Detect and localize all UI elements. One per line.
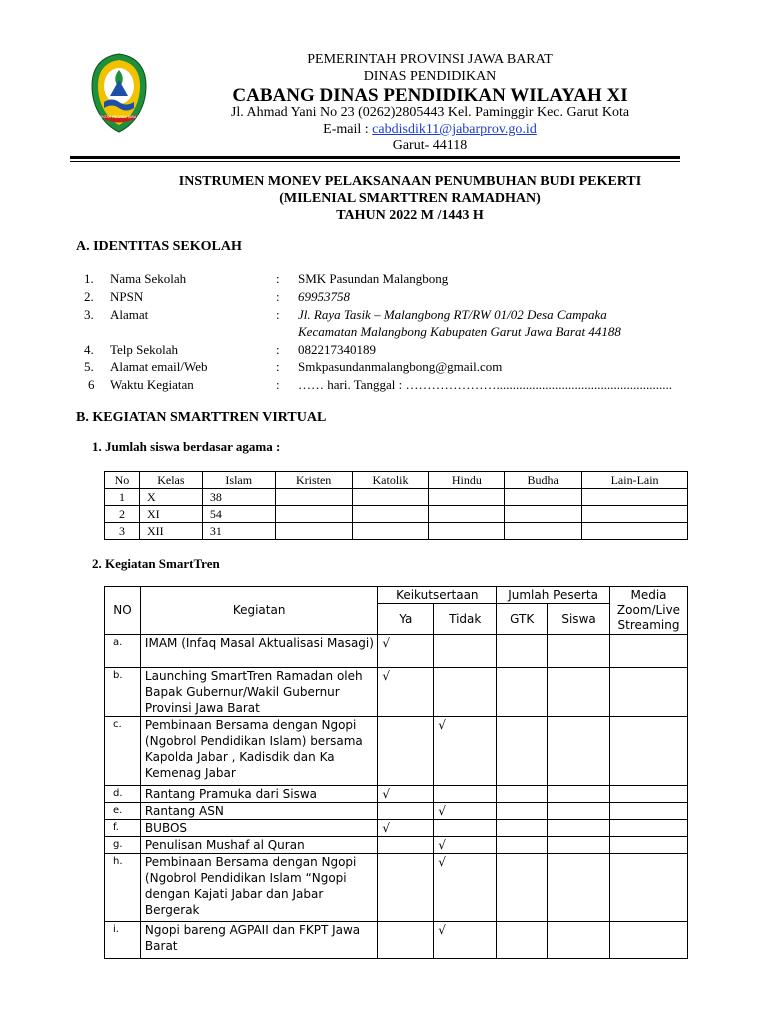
letterhead-email-line <box>150 123 710 137</box>
cell-no: e. <box>105 803 141 820</box>
cell-gtk <box>497 786 548 803</box>
cell-empty <box>275 523 352 540</box>
cell-kelas: X <box>139 489 202 506</box>
row-value: 69953758 <box>298 289 350 304</box>
cell-empty <box>275 489 352 506</box>
cell-siswa <box>548 635 610 668</box>
cell-media <box>610 668 688 717</box>
table-row <box>105 854 688 922</box>
col-header: Katolik <box>352 472 429 489</box>
cell-empty <box>582 523 688 540</box>
cell-gtk <box>497 854 548 922</box>
cell-ya <box>378 837 434 854</box>
cell-tidak: √ <box>434 922 497 959</box>
row-colon: : <box>276 307 280 322</box>
cell-empty <box>352 523 429 540</box>
col-header-jumlah-peserta: Jumlah Peserta <box>497 587 610 604</box>
cell-no: a. <box>105 635 141 668</box>
cell-tidak: √ <box>434 803 497 820</box>
cell-siswa <box>548 837 610 854</box>
identity-row-address <box>0 306 768 324</box>
letterhead-city: Garut- 44118 <box>392 138 468 153</box>
row-label: Nama Sekolah <box>110 271 187 286</box>
activity-table <box>104 586 688 959</box>
cell-empty <box>352 489 429 506</box>
cell-kegiatan: Launching SmartTren Ramadan oleh Bapak Gubernur/Wakil Gubernur Provinsi Jawa Barat <box>140 668 377 717</box>
cell-no: d. <box>105 786 141 803</box>
table-row <box>105 635 688 668</box>
cell-media <box>610 922 688 959</box>
row-colon: : <box>276 289 280 304</box>
cell-empty <box>582 489 688 506</box>
cell-gtk <box>497 820 548 837</box>
cell-kegiatan: Ngopi bareng AGPAII dan FKPT Jawa Barat <box>140 922 377 959</box>
cell-media <box>610 820 688 837</box>
cell-ya: √ <box>378 820 434 837</box>
col-header-kegiatan: Kegiatan <box>140 587 377 635</box>
row-value: …… hari. Tanggal : …………………...................................................... <box>298 377 673 392</box>
cell-siswa <box>548 668 610 717</box>
cell-tidak: √ <box>434 854 497 922</box>
cell-ya: √ <box>378 635 434 668</box>
table-row <box>105 922 688 959</box>
cell-siswa <box>548 717 610 786</box>
email-link[interactable]: cabdisdik11@jabarprov.go.id <box>372 122 537 137</box>
cell-media <box>610 717 688 786</box>
cell-empty <box>505 523 582 540</box>
col-header: Hindu <box>429 472 505 489</box>
identity-row-email <box>0 358 768 376</box>
svg-text:PEMERINTAH PROVINSI JAWA BARAT: PEMERINTAH PROVINSI JAWA BARAT <box>90 115 148 119</box>
letterhead-office-name: CABANG DINAS PENDIDIKAN WILAYAH XI <box>232 85 628 106</box>
subheading-smarttren-activities: 2. Kegiatan SmartTren <box>92 556 220 571</box>
religion-table <box>104 471 688 540</box>
col-header: Kelas <box>139 472 202 489</box>
cell-no: 2 <box>105 506 140 523</box>
cell-tidak <box>434 786 497 803</box>
email-label: E-mail : <box>323 122 373 137</box>
cell-siswa <box>548 803 610 820</box>
row-label: Waktu Kegiatan <box>110 377 194 392</box>
table-row <box>105 837 688 854</box>
section-a-heading: A. IDENTITAS SEKOLAH <box>76 239 242 254</box>
table-row <box>105 506 688 523</box>
cell-kegiatan: Pembinaan Bersama dengan Ngopi (Ngobrol Pendidikan Islam) bersama Kapolda Jabar , Kadisdik dan Ka Kemenag Jabar <box>140 717 377 786</box>
cell-gtk <box>497 803 548 820</box>
row-value: SMK Pasundan Malangbong <box>298 271 449 286</box>
cell-media <box>610 635 688 668</box>
cell-kegiatan: BUBOS <box>140 820 377 837</box>
letterhead-line-2: DINAS PENDIDIKAN <box>363 69 497 84</box>
row-number: 1. <box>84 271 94 286</box>
letterhead-rule-thick <box>70 156 680 159</box>
cell-media <box>610 803 688 820</box>
cell-ya <box>378 854 434 922</box>
col-header-media: Media Zoom/Live Streaming <box>610 587 688 635</box>
cell-tidak: √ <box>434 837 497 854</box>
cell-media <box>610 854 688 922</box>
cell-siswa <box>548 820 610 837</box>
col-header: No <box>105 472 140 489</box>
col-header-gtk: GTK <box>497 604 548 635</box>
cell-islam: 31 <box>202 523 275 540</box>
row-value: 082217340189 <box>298 342 376 357</box>
row-label: NPSN <box>110 289 144 304</box>
table-row <box>105 803 688 820</box>
col-header-keikutsertaan: Keikutsertaan <box>378 587 497 604</box>
row-colon: : <box>276 359 280 374</box>
cell-kegiatan: Rantang Pramuka dari Siswa <box>140 786 377 803</box>
table-header-row <box>105 587 688 604</box>
cell-siswa <box>548 786 610 803</box>
col-header-siswa: Siswa <box>548 604 610 635</box>
col-header: Islam <box>202 472 275 489</box>
cell-tidak <box>434 635 497 668</box>
col-header-tidak: Tidak <box>434 604 497 635</box>
cell-tidak <box>434 668 497 717</box>
cell-tidak <box>434 820 497 837</box>
cell-gtk <box>497 837 548 854</box>
subheading-students-by-religion: 1. Jumlah siswa berdasar agama : <box>92 439 281 454</box>
cell-ya: √ <box>378 668 434 717</box>
row-label: Telp Sekolah <box>110 342 179 357</box>
cell-islam: 54 <box>202 506 275 523</box>
identity-row-npsn <box>0 288 768 306</box>
cell-empty <box>429 489 505 506</box>
row-number: 2. <box>84 289 94 304</box>
cell-kelas: XII <box>139 523 202 540</box>
document-title-line-2: (MILENIAL SMARTTREN RAMADHAN) <box>279 191 541 206</box>
cell-ya <box>378 803 434 820</box>
identity-row-time <box>0 376 768 394</box>
jawa-barat-logo <box>88 52 150 134</box>
cell-kegiatan: Rantang ASN <box>140 803 377 820</box>
row-label: Alamat <box>110 307 149 322</box>
cell-no: 3 <box>105 523 140 540</box>
col-header: Kristen <box>275 472 352 489</box>
cell-ya: √ <box>378 786 434 803</box>
col-header-ya: Ya <box>378 604 434 635</box>
cell-gtk <box>497 922 548 959</box>
table-row <box>105 820 688 837</box>
identity-row-phone <box>0 341 768 359</box>
row-number: 3. <box>84 307 94 322</box>
row-value: Smkpasundanmalangbong@gmail.com <box>298 359 503 374</box>
document-title-line-3: TAHUN 2022 M /1443 H <box>336 208 484 223</box>
table-row <box>105 668 688 717</box>
table-header-row <box>105 472 688 489</box>
identity-row-school-name <box>0 270 768 288</box>
row-colon: : <box>276 377 280 392</box>
cell-no: b. <box>105 668 141 717</box>
row-colon: : <box>276 271 280 286</box>
section-b-heading: B. KEGIATAN SMARTTREN VIRTUAL <box>76 410 327 425</box>
cell-gtk <box>497 635 548 668</box>
table-row <box>105 523 688 540</box>
row-number: 5. <box>84 359 94 374</box>
letterhead-address: Jl. Ahmad Yani No 23 (0262)2805443 Kel. Paminggir Kec. Garut Kota <box>230 105 630 120</box>
cell-media <box>610 837 688 854</box>
row-number: 6 <box>88 377 95 392</box>
letterhead-line-1: PEMERINTAH PROVINSI JAWA BARAT <box>307 52 553 67</box>
cell-no: i. <box>105 922 141 959</box>
table-row <box>105 717 688 786</box>
cell-ya <box>378 922 434 959</box>
cell-kegiatan: Pembinaan Bersama dengan Ngopi (Ngobrol Pendidikan Islam “Ngopi dengan Kajati Jabar dan Jabar Bergerak <box>140 854 377 922</box>
table-row <box>105 786 688 803</box>
cell-media <box>610 786 688 803</box>
row-number: 4. <box>84 342 94 357</box>
row-value: Jl. Raya Tasik – Malangbong RT/RW 01/02 Desa Campaka <box>298 307 607 322</box>
row-label: Alamat email/Web <box>110 359 208 374</box>
col-header: Lain-Lain <box>582 472 688 489</box>
cell-tidak: √ <box>434 717 497 786</box>
cell-empty <box>505 506 582 523</box>
cell-kegiatan: Penulisan Mushaf al Quran <box>140 837 377 854</box>
cell-no: f. <box>105 820 141 837</box>
identity-row-address-cont <box>0 323 768 341</box>
cell-empty <box>505 489 582 506</box>
cell-no: 1 <box>105 489 140 506</box>
cell-siswa <box>548 922 610 959</box>
cell-no: h. <box>105 854 141 922</box>
cell-islam: 38 <box>202 489 275 506</box>
cell-no: c. <box>105 717 141 786</box>
cell-no: g. <box>105 837 141 854</box>
cell-kelas: XI <box>139 506 202 523</box>
cell-kegiatan: IMAM (Infaq Masal Aktualisasi Masagi) <box>140 635 377 668</box>
col-header-no: NO <box>105 587 141 635</box>
document-title-line-1: INSTRUMEN MONEV PELAKSANAAN PENUMBUHAN BUDI PEKERTI <box>178 174 642 189</box>
row-value-continued: Kecamatan Malangbong Kabupaten Garut Jawa Barat 44188 <box>298 324 621 339</box>
col-header: Budha <box>505 472 582 489</box>
table-row <box>105 489 688 506</box>
row-colon: : <box>276 342 280 357</box>
letterhead-rule-thin <box>70 161 680 162</box>
cell-empty <box>429 506 505 523</box>
cell-gtk <box>497 717 548 786</box>
cell-gtk <box>497 668 548 717</box>
cell-siswa <box>548 854 610 922</box>
cell-empty <box>582 506 688 523</box>
cell-empty <box>352 506 429 523</box>
cell-empty <box>275 506 352 523</box>
cell-ya <box>378 717 434 786</box>
cell-empty <box>429 523 505 540</box>
